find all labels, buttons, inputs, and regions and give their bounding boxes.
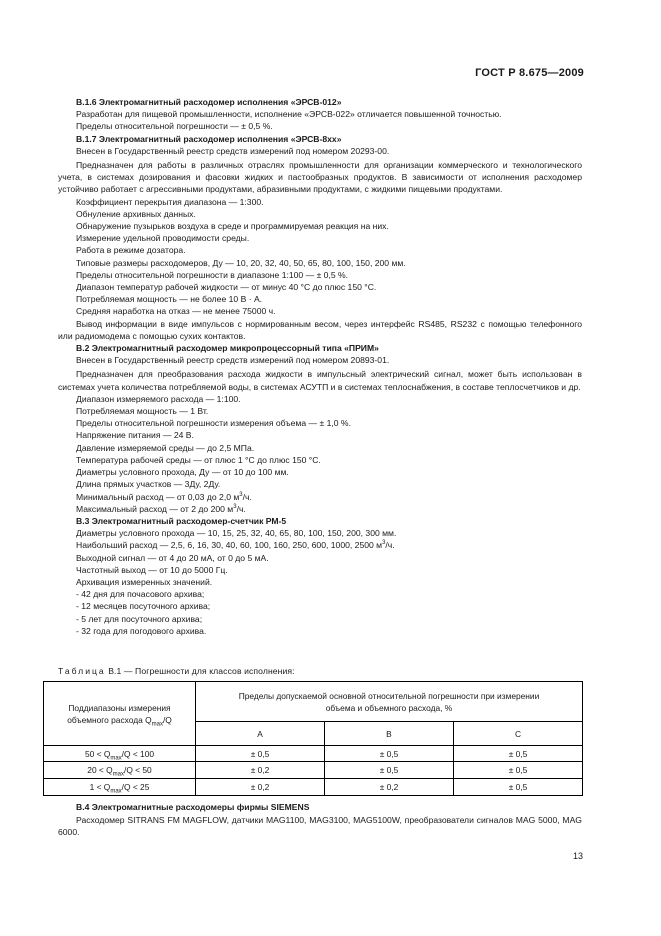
b2-item: Потребляемая мощность — 1 Вт. <box>76 406 209 417</box>
value-cell: ± 0,5 <box>324 746 453 762</box>
document-header: ГОСТ Р 8.675—2009 <box>475 67 584 79</box>
table-row <box>44 746 583 762</box>
b2-item: Длина прямых участков — 3Ду, 2Ду. <box>76 479 221 490</box>
b2-item: Температура рабочей среды — от плюс 1 °С до плюс 150 °С. <box>76 454 321 465</box>
b17-registry: Внесен в Государственный реестр средств измерений под номером 20293-00. <box>76 145 390 156</box>
b2-min-flow: Минимальный расход — от 0,03 до 2,0 $м^3/ч$. <box>76 491 252 502</box>
b17-item: Измерение удельной проводимости среды. <box>76 233 250 244</box>
section-b4-title: В.4 Электромагнитные расходомеры фирмы SIEMENS <box>76 802 310 812</box>
value-cell: ± 0,5 <box>453 746 582 762</box>
b17-item: Обнаружение пузырьков воздуха в среде и программируемая реакция на них. <box>76 221 389 232</box>
page-number: 13 <box>572 851 583 861</box>
section-b4 <box>58 801 582 839</box>
class-b-header: В <box>324 722 453 746</box>
b2-item: Диаметры условного прохода, Ду — от 10 до 100 мм. <box>76 467 289 478</box>
b3-diameters: Диаметры условного прохода — 10, 15, 25, 32, 40, 65, 80, 100, 150, 200, 300 мм. <box>76 528 397 539</box>
b3-item: Выходной сигнал — от 4 до 20 мА, от 0 до 5 мА. <box>76 552 269 563</box>
b3-item: - 32 года для погодового архива. <box>76 625 207 636</box>
b4-text: Расходомер SITRANS FM MAGFLOW, датчики MAG1100, MAG3100, MAG5100W, преобразователи сигналов MAG 5000, MAG 6000. <box>58 814 582 838</box>
b3-max-flow: Наибольший расход — 2,5, 6, 16, 30, 40, 60, 100, 160, 250, 600, 1000, 2500 $м^3/ч$. <box>76 540 395 551</box>
b3-item: Архивация измеренных значений. <box>76 576 213 587</box>
b2-item: Диапазон измеряемого расхода — 1:100. <box>76 393 241 404</box>
value-cell: ± 0,5 <box>324 762 453 779</box>
b2-item: Давление измеряемой среды — до 2,5 МПа. <box>76 442 255 453</box>
b16-paragraph: Разработан для пищевой промышленности, исполнение «ЭРСВ-022» отличается повышенной точностью. <box>76 109 502 120</box>
class-a-header: А <box>196 722 325 746</box>
table-row <box>44 762 583 779</box>
value-cell: ± 0,2 <box>196 779 325 796</box>
b3-item: - 12 месяцев посуточного архива; <box>76 601 211 612</box>
b16-error: Пределы относительной погрешности — ± 0,5 %. <box>76 121 273 132</box>
subrange-cell: $1 < Q_{max}/Q < 25$ <box>44 779 196 796</box>
error-table <box>43 681 583 796</box>
section-b3-title: В.3 Электромагнитный расходомер-счетчик РМ-5 <box>76 515 287 526</box>
class-c-header: С <box>453 722 582 746</box>
value-cell: ± 0,2 <box>196 762 325 779</box>
section-b16-title: В.1.6 Электромагнитный расходомер исполнения «ЭРСВ-012» <box>76 97 342 107</box>
b2-purpose: Предназначен для преобразования расхода жидкости в импульсный электрический сигнал, может быть использован в системах учета количества потребляемой воды, в системах АСУТП и в системах теплоснабжения, в составе теплосчетчиков и др. <box>58 369 582 392</box>
main-text <box>58 96 582 637</box>
b17-item: Обнуление архивных данных. <box>76 208 196 219</box>
b3-item: - 5 лет для посуточного архива; <box>76 613 203 624</box>
b17-item: Коэффициент перекрытия диапазона — 1:300. <box>76 196 264 207</box>
b17-item: Типовые размеры расходомеров, Ду — 10, 20, 32, 40, 50, 65, 80, 100, 150, 200 мм. <box>76 257 406 268</box>
b2-registry: Внесен в Государственный реестр средств измерений под номером 20893-01. <box>76 355 390 366</box>
b17-output: Вывод информации в виде импульсов с нормированным весом, через интерфейс RS485, RS232 с помощью телефонного или радиомодема с помощью сухих контактов. <box>58 318 582 341</box>
b2-max-flow: Максимальный расход — от 2 до 200 $м^3/ч$. <box>76 503 246 514</box>
b3-item: - 42 дня для почасового архива; <box>76 589 205 600</box>
value-cell: ± 0,5 <box>196 746 325 762</box>
b17-item: Работа в режиме дозатора. <box>76 245 186 256</box>
limits-header: Пределы допускаемой основной относительной погрешности при измерении объема и объемного расхода, % <box>196 682 583 722</box>
subrange-cell: $50 < Q_{max}/Q < 100$ <box>44 746 196 762</box>
section-b2-title: В.2 Электромагнитный расходомер микропроцессорный типа «ПРИМ» <box>76 343 379 354</box>
b17-purpose: Предназначен для работы в различных отраслях промышленности для организации коммерческого и технологического учета, в системах дозирования и фасовки жидких и пастообразных продуктов. В зависимости от исполнения расходомер устойчиво работает с агрессивными продуктами, абразивными продуктами, с жидкими пищевыми продуктами. <box>58 160 582 195</box>
b2-item: Пределы относительной погрешности измерения объема — ± 1,0 %. <box>76 418 351 429</box>
b17-item: Потребляемая мощность — не более 10 В · А. <box>76 294 263 305</box>
b17-item: Диапазон температур рабочей жидкости — от минус 40 °С до плюс 150 °С. <box>76 282 377 293</box>
table-caption: Таблица В.1 — Погрешности для классов исполнения: <box>58 666 295 676</box>
b17-item: Пределы относительной погрешности в диапазоне 1:100 — ± 0,5 %. <box>76 269 349 280</box>
table-row <box>44 779 583 796</box>
value-cell: ± 0,5 <box>453 762 582 779</box>
value-cell: ± 0,2 <box>324 779 453 796</box>
subrange-cell: $20 < Q_{max}/Q < 50$ <box>44 762 196 779</box>
b2-item: Напряжение питания — 24 В. <box>76 430 194 441</box>
section-b17-title: В.1.7 Электромагнитный расходомер исполнения «ЭРСВ-8хх» <box>76 133 342 144</box>
subrange-header: Поддиапазоны измерения объемного расхода $Q_{max}/Q$ <box>44 682 196 746</box>
b17-item: Средняя наработка на отказ — не менее 75000 ч. <box>76 306 276 317</box>
value-cell: ± 0,5 <box>453 779 582 796</box>
b3-item: Частотный выход — от 10 до 5000 Гц. <box>76 564 228 575</box>
